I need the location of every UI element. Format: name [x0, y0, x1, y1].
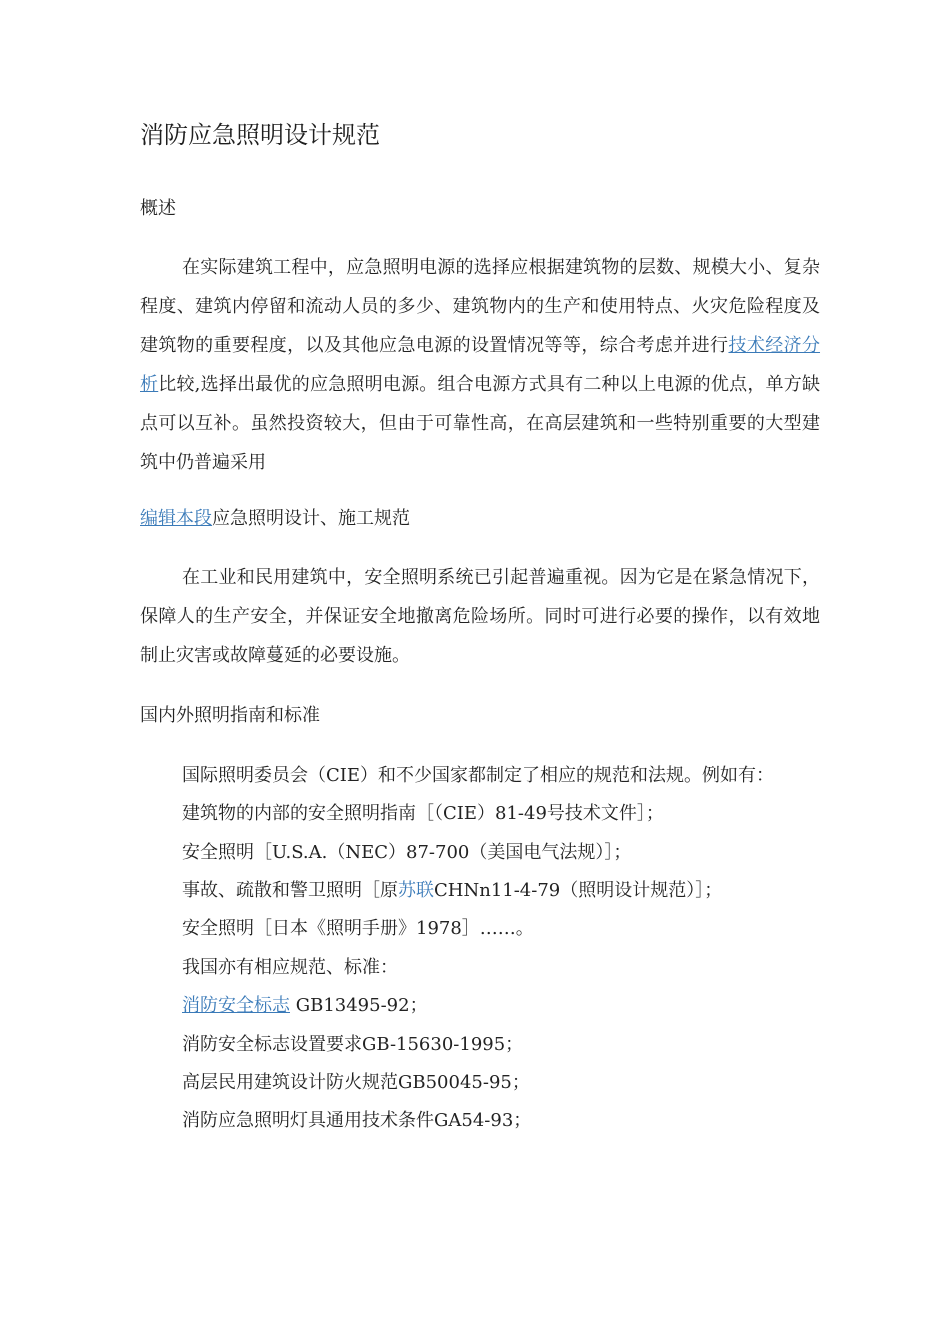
ussr-text-start: 事故、疏散和警卫照明［原 — [182, 880, 398, 901]
document-title: 消防应急照明设计规范 — [140, 121, 380, 149]
soviet-union-link[interactable]: 苏联 — [398, 880, 434, 901]
standard-item-cie: 建筑物的内部的安全照明指南［（CIE）81-49号技术文件］； — [182, 803, 664, 824]
domestic-standard-1 — [182, 993, 428, 1019]
tech-economic-analysis-link[interactable]: 技术经济分析 — [140, 335, 821, 395]
domestic-standard-3: 高层民用建筑设计防火规范GB50045-95； — [182, 1072, 530, 1093]
standard-item-ussr — [182, 878, 722, 904]
fire-safety-sign-code: GB13495-92； — [290, 995, 428, 1016]
fire-safety-sign-link[interactable]: 消防安全标志 — [182, 995, 290, 1016]
overview-text-start: 在实际建筑工程中，应急照明电源的选择应根据建筑物的层数、规模大小、复杂程度、建筑内停留和流动人员的多少、建筑物内的生产和使用特点、火灾危险程度及建筑物的重要程度，以及其他应急电源的设置情况等等，综合考虑并进行 — [140, 257, 820, 356]
design-specs-paragraph: 在工业和民用建筑中，安全照明系统已引起普遍重视。因为它是在紧急情况下，保障人的生产安全，并保证安全地撤离危险场所。同时可进行必要的操作，以有效地制止灾害或故障蔓延的必要设施。 — [140, 567, 820, 666]
domestic-standard-4: 消防应急照明灯具通用技术条件GA54-93； — [182, 1110, 532, 1131]
design-specs-heading-text: 应急照明设计、施工规范 — [212, 508, 410, 529]
edit-section-link[interactable]: 编辑本段 — [140, 508, 212, 529]
domestic-standard-2: 消防安全标志设置要求GB-15630-1995； — [182, 1034, 524, 1055]
standard-item-usa: 安全照明［U.S.A.（NEC）87-700（美国电气法规）］； — [182, 842, 632, 863]
section-heading-standards: 国内外照明指南和标准 — [140, 705, 320, 726]
domestic-standards-intro: 我国亦有相应规范、标准： — [182, 957, 398, 978]
overview-text-end: 比较,选择出最优的应急照明电源。组合电源方式具有二种以上电源的优点，单方缺点可以互补。虽然投资较大，但由于可靠性高，在高层建筑和一些特别重要的大型建筑中仍普遍采用 — [140, 374, 821, 473]
overview-paragraph — [140, 248, 820, 482]
section-heading-design-specs — [140, 506, 410, 532]
section-heading-overview: 概述 — [140, 198, 176, 219]
standard-item-japan: 安全照明［日本《照明手册》1978］……。 — [182, 918, 534, 939]
ussr-text-end: CHNn11-4-79（照明设计规范）］； — [434, 880, 723, 901]
standards-intro: 国际照明委员会（CIE）和不少国家都制定了相应的规范和法规。例如有： — [182, 765, 775, 786]
